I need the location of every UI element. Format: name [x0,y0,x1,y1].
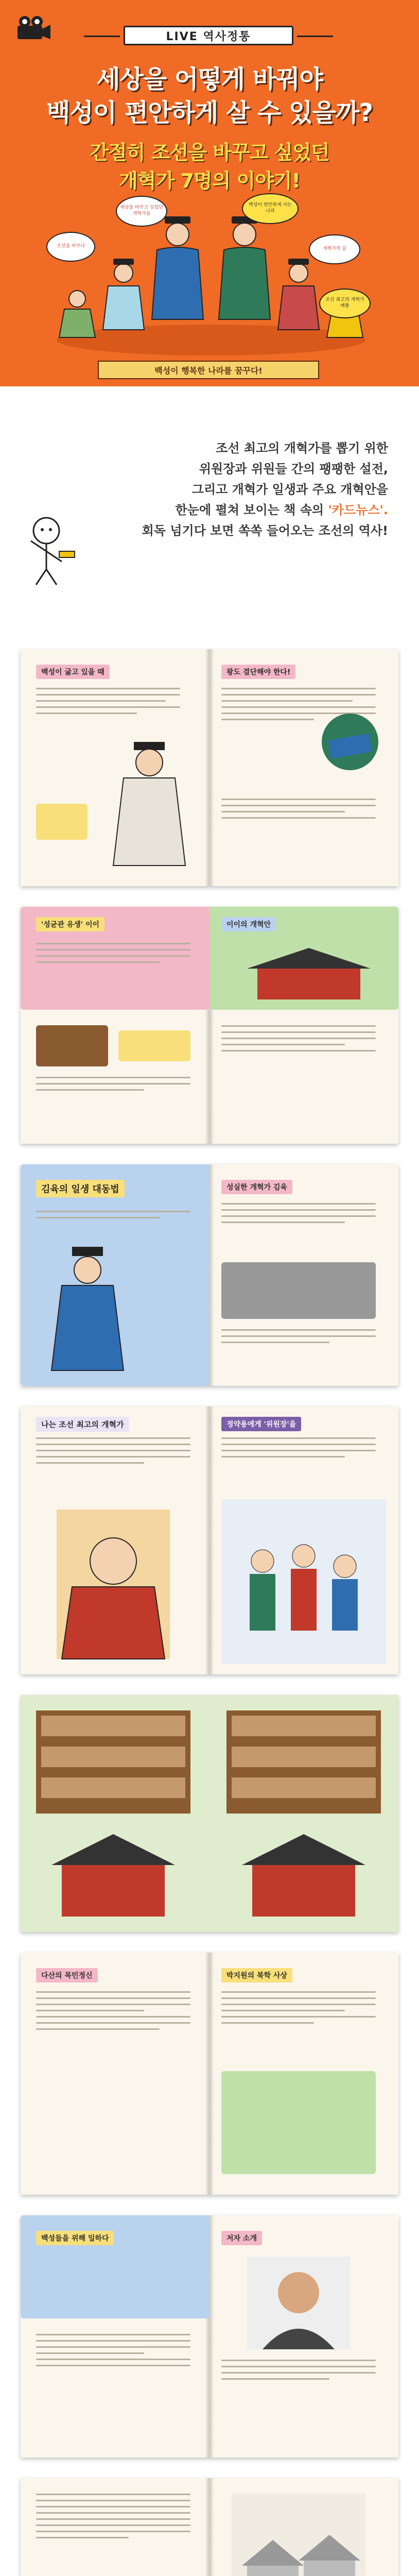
hero-section [0,0,419,386]
spread-2-left-text-2 [36,1077,190,1095]
spread-8-left-text [36,2494,190,2543]
spread-6-right-text [221,1991,376,2028]
spread-gutter [205,2478,214,2576]
speech-bubble-5: 조선 최고의 개혁가 배틀 [319,289,371,318]
intro-line-4-text: 한눈에 펼쳐 보이는 책 속의 [175,503,328,517]
intro-line-1: 조선 최고의 개혁가를 뽑기 위한 [216,441,388,455]
intro-section [0,386,419,649]
spread-6-map [221,2071,376,2174]
intro-line-5: 회독 넘기다 보면 쏙쏙 들어오는 조선의 역사! [142,523,388,538]
book-spread-5 [21,1695,398,1932]
spread-2-left-text [36,943,190,968]
doodle-character-icon [15,510,77,587]
spread-2-right-text [221,1025,376,1056]
spread-gutter [205,1406,214,1674]
speech-bubble-1: 세상을 바꾸고 싶었던 개혁가들 [116,196,167,227]
book-spread-2 [21,907,398,1144]
hero-title-line-1: 세상을 어떻게 바꿔야 [96,65,323,94]
speech-bubble-2: 백성이 편안하게 사는 나라 [242,193,299,224]
book-spread-4 [21,1406,398,1674]
book-spread-7 [21,2215,398,2458]
scholar-illustration [103,737,196,871]
spread-gutter [205,1953,214,2195]
intro-line-2: 위원장과 위원들 간의 팽팽한 설전, [199,462,388,476]
spread-1-left-text [36,688,180,719]
spread-3-photo [221,1262,376,1319]
spread-2-right-heading: 이이의 개혁안 [221,917,276,931]
spread-1-callout [36,804,88,840]
book-spread-6 [21,1953,398,2195]
series-badge-label: LIVE 역사정통 [166,30,251,43]
hero-banner [98,361,319,379]
village-sketch-illustration [232,2494,365,2576]
spread-1-left-heading: 백성이 굶고 있을 때 [36,665,110,679]
spread-4-left-text [36,1437,190,1468]
spread-3-left-heading: 김육의 일생 대동법 [36,1180,125,1197]
spread-3-right-text-2 [221,1329,376,1348]
spread-7-right-text [221,2360,376,2384]
speech-bubble-4: 개혁가의 꿈 [309,234,360,264]
series-badge [124,26,293,45]
book-spread-1 [21,649,398,886]
spread-4-right-text [221,1437,376,1462]
hero-title-line-2: 백성이 편안하게 살 수 있을까? [46,98,373,127]
spread-7-left-text [36,2334,190,2371]
hero-subtitle-line-2: 개혁가 7명의 이야기! [119,170,300,192]
hero-banner-label: 백성이 행복한 나라를 꿈꾸다! [154,365,263,376]
intro-line-3: 그리고 개혁가 일생과 주요 개혁안을 [191,482,388,497]
crowd-illustration [221,1499,386,1664]
spread-7-right-heading: 저자 소개 [221,2231,262,2245]
official-illustration [36,1242,139,1376]
speech-bubble-3: 조선을 바꾸다 [46,232,95,262]
spread-2-left-heading: '성균관 유생' 이이 [36,917,104,931]
king-illustration [36,1499,190,1664]
spread-4-right-heading: 정약용에게 '위원장'을 [221,1417,301,1431]
spread-6-left-text [36,1991,190,2035]
library-landscape-illustration [21,1695,398,1932]
reformers-illustration [36,201,386,355]
intro-line-4 [176,500,388,518]
spread-6-right-heading: 박지원의 북학 사상 [221,1968,292,1982]
spread-gutter [205,649,214,886]
spread-1-right-text-2 [221,799,376,823]
spread-4-left-heading: 나는 조선 최고의 개혁가 [36,1417,129,1432]
spread-3-right-text [221,1203,376,1228]
spread-3-left-text [36,1211,190,1223]
hero-subtitle-line-1: 간절히 조선을 바꾸고 싶었던 [90,141,329,164]
spread-3-right-heading: 성실한 개혁가 김육 [221,1180,292,1194]
book-spread-8 [21,2478,398,2576]
spread-1-right-heading: 왕도 결단해야 한다! [221,665,295,679]
intro-line-4-highlight: '카드뉴스'. [328,503,388,517]
tree-sign-illustration [309,711,391,783]
spread-7-left-heading: 백성들을 위해 일하다 [36,2231,114,2245]
author-photo [247,2257,350,2349]
book-spread-3 [21,1164,398,1386]
spread-2-callout [118,1030,190,1061]
camera-logo-icon [15,14,51,41]
palace-illustration [237,938,381,1005]
spread-6-left-heading: 다산의 목민정신 [36,1968,98,1982]
spread-2-artifact [36,1025,108,1066]
